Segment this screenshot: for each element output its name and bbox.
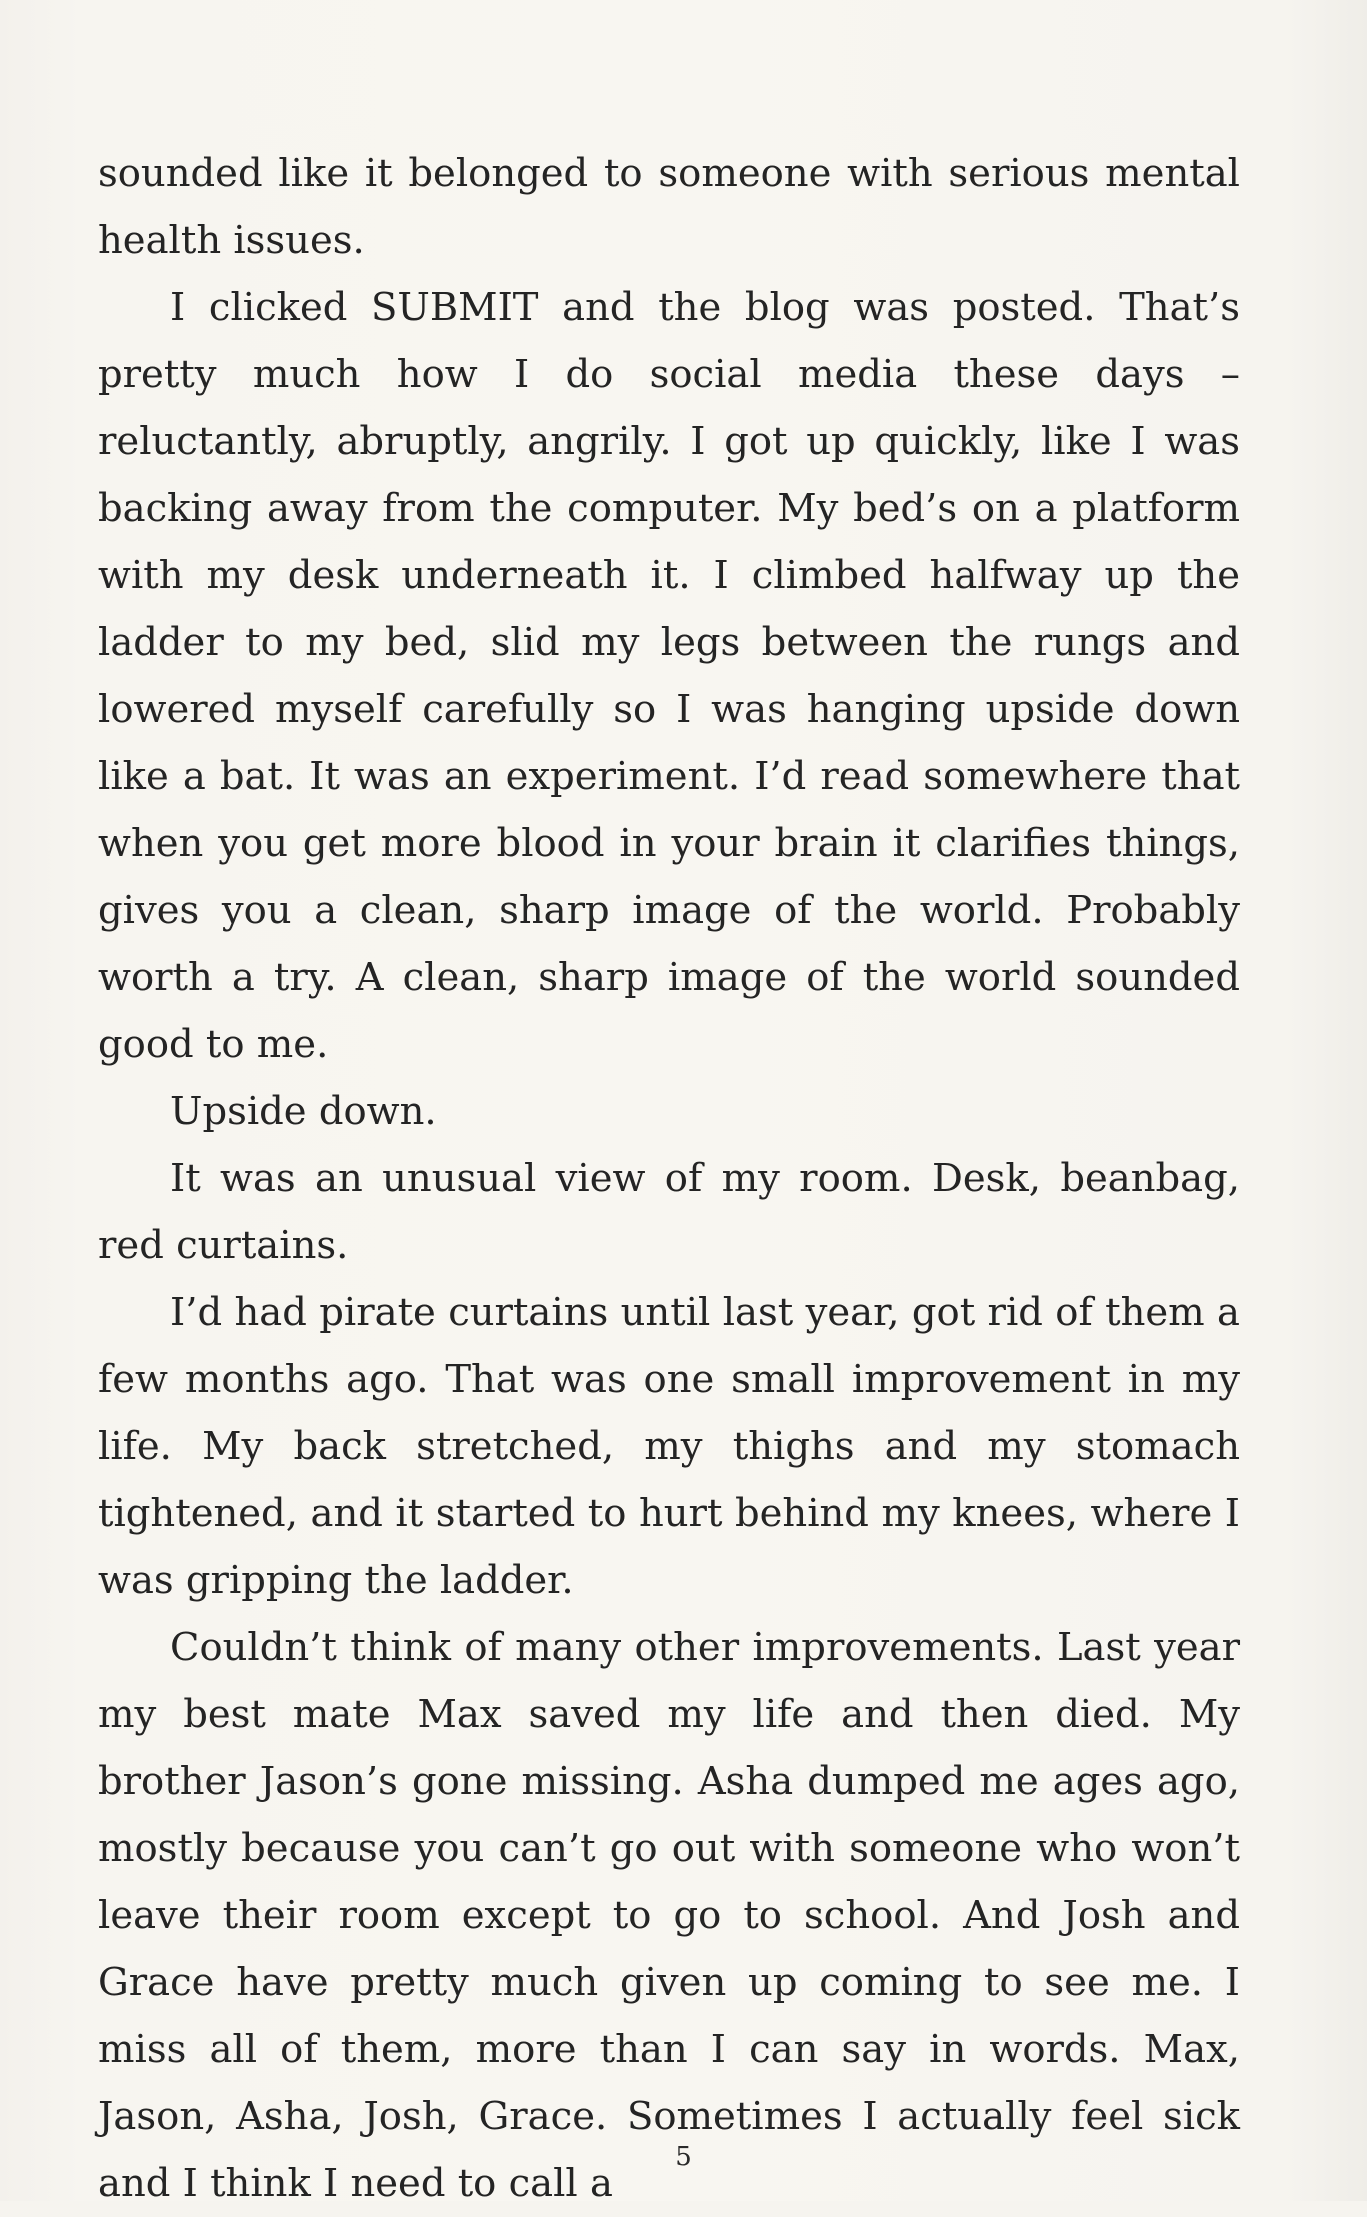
- paragraph: It was an unusual view of my room. Desk, beanbag, red curtains.: [98, 1156, 1240, 1268]
- paragraph: I’d had pirate curtains until last year, got rid of them a few months ago. That was one small improvement in my life. My back stretched, my thighs and my stomach tightened, and it started to hurt behind my knees, where I was gripping the ladder.: [98, 1290, 1240, 1603]
- paragraph: Couldn’t think of many other improvements. Last year my best mate Max saved my life and then died. My brother Jason’s gone missing. Asha dumped me ages ago, mostly because you can’t go out with someone who won’t leave their room except to go to school. And Josh and Grace have pretty much given up coming to see me. I miss all of them, more than I can say in words. Max, Jason, Asha, Josh, Grace. Sometimes I actually feel sick and I think I need to call a: [98, 1625, 1240, 2206]
- paragraph: Upside down.: [170, 1089, 437, 1134]
- page-number: 5: [675, 2142, 692, 2172]
- paragraph-continued: sounded like it belonged to someone with serious mental health issues.: [98, 151, 1240, 263]
- paragraph: I clicked SUBMIT and the blog was posted. That’s pretty much how I do social media these days – reluctantly, abruptly, angrily. I got up quickly, like I was backing away from the computer. My bed’s on a platform with my desk underneath it. I climbed halfway up the ladder to my bed, slid my legs between the rungs and lowered myself carefully so I was hanging upside down like a bat. It was an experiment. I’d read somewhere that when you get more blood in your brain it clarifies things, gives you a clean, sharp image of the world. Probably worth a try. A clean, sharp image of the world sounded good to me.: [98, 285, 1240, 1067]
- body-text: [98, 140, 1240, 2217]
